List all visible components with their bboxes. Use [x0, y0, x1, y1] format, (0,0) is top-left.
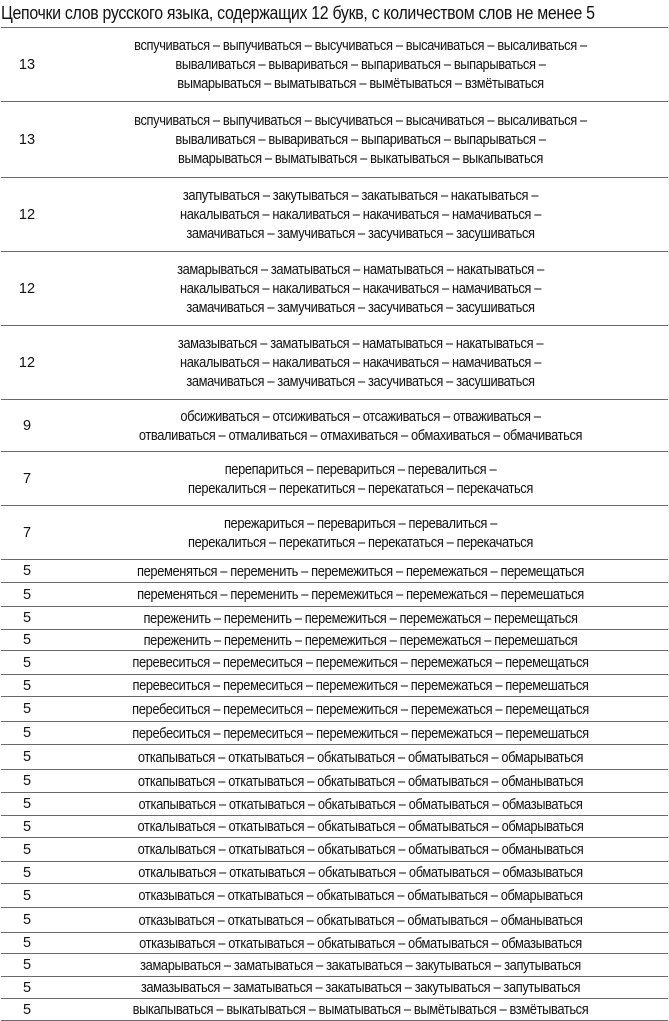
chain-line: перекалиться – перекатиться – перекататься – перекачаться	[188, 479, 533, 497]
chain-line: вываливаться – вывариваться – выпариваться – выпарываться –	[175, 131, 546, 148]
chain-words	[53, 745, 668, 770]
chain-row	[1, 770, 668, 793]
chain-row	[1, 862, 668, 884]
chain-word-count: 5	[1, 583, 53, 607]
chain-line: вымарываться – выматываться – выкатываться – выкапываться	[178, 150, 543, 167]
chain-line: откалываться – откатываться – обкатываться – обматываться – обманываться	[137, 841, 584, 858]
chain-word-count: 12	[1, 326, 53, 400]
chain-line: накалываться – накаливаться – накачиваться – намачиваться –	[180, 280, 541, 297]
chain-line: вспучиваться – выпучиваться – высучиваться – высачиваться – высаливаться –	[134, 37, 587, 54]
chain-line: перебеситься – перемеситься – перемежиться – перемежаться – перемешаться	[132, 724, 589, 742]
chain-line: замачиваться – замучиваться – засучиваться – засушиваться	[186, 373, 535, 390]
chain-line: обсиживаться – отсиживаться – отсаживаться – отваживаться –	[180, 407, 541, 425]
chain-word-count: 5	[1, 770, 53, 793]
chain-row	[1, 651, 668, 675]
chain-word-count: 5	[1, 954, 53, 977]
chain-row	[1, 560, 668, 583]
chain-word-count: 5	[1, 884, 53, 908]
chain-word-count: 12	[1, 178, 53, 252]
chain-line: отказываться – откатываться – обкатываться – обматываться – обмарываться	[138, 887, 583, 904]
chain-words	[53, 630, 668, 651]
chain-line: перевеситься – перемеситься – перемежиться – перемежаться – перемещаться	[132, 654, 589, 671]
chain-word-count: 5	[1, 697, 53, 722]
chain-word-count: 5	[1, 977, 53, 999]
chain-word-count: 7	[1, 506, 53, 560]
chain-words	[53, 838, 668, 862]
chain-line: вспучиваться – выпучиваться – высучиваться – высачиваться – высаливаться –	[134, 112, 587, 129]
chain-words	[53, 954, 668, 977]
chain-word-count: 5	[1, 862, 53, 884]
chain-line: откалываться – откатываться – обкатываться – обматываться – обмазываться	[138, 864, 583, 881]
chain-words	[53, 28, 668, 102]
chain-line: замазываться – заматываться – закатываться – закутываться – запутываться	[140, 979, 581, 996]
chain-line: отказываться – откатываться – обкатываться – обматываться – обманываться	[138, 911, 583, 929]
chain-words	[53, 583, 668, 607]
chain-word-count: 5	[1, 722, 53, 745]
chain-word-count: 5	[1, 651, 53, 675]
chain-words	[53, 908, 668, 933]
chain-row	[1, 583, 668, 607]
chain-row	[1, 400, 668, 452]
chain-word-count: 13	[1, 28, 53, 102]
chain-row	[1, 178, 668, 252]
chain-words	[53, 884, 668, 908]
chain-line: замазываться – заматываться – наматываться – накатываться –	[177, 335, 544, 352]
chain-line: откапываться – откатываться – обкатываться – обматываться – обманываться	[137, 772, 584, 790]
chain-line: откалываться – откатываться – обкатываться – обматываться – обмарываться	[137, 818, 584, 835]
chain-row	[1, 933, 668, 954]
chain-word-count: 5	[1, 745, 53, 770]
chain-row	[1, 452, 668, 506]
chain-row	[1, 326, 668, 400]
chain-word-count: 13	[1, 102, 53, 178]
chain-word-count: 5	[1, 607, 53, 630]
chain-line: замачиваться – замучиваться – засучиваться – засушиваться	[186, 225, 535, 242]
chain-row	[1, 838, 668, 862]
chain-row	[1, 675, 668, 697]
chain-word-count: 5	[1, 793, 53, 816]
chain-words	[53, 675, 668, 697]
chain-line: накалываться – накаливаться – накачиваться – намачиваться –	[180, 206, 541, 223]
chain-word-count: 5	[1, 838, 53, 862]
chain-row	[1, 884, 668, 908]
chain-word-count: 5	[1, 999, 53, 1021]
chain-row	[1, 722, 668, 745]
chain-words	[53, 999, 668, 1021]
chain-row	[1, 252, 668, 326]
page-title: Цепочки слов русского языка, содержащих 12 букв, с количеством слов не менее 5	[1, 2, 595, 23]
chain-words	[53, 178, 668, 252]
word-chain-table	[1, 27, 668, 1021]
chain-words	[53, 651, 668, 675]
chain-line: запутываться – закутываться – закатываться – накатываться –	[182, 187, 539, 204]
chain-words	[53, 862, 668, 884]
chain-words	[53, 560, 668, 583]
chain-line: перекалиться – перекатиться – перекататься – перекачаться	[188, 533, 533, 551]
chain-word-count: 12	[1, 252, 53, 326]
chain-line: переженить – переменить – перемежиться – перемежаться – перемешаться	[143, 631, 578, 649]
chain-word-count: 5	[1, 630, 53, 651]
chain-line: пережариться – перевариться – перевалиться –	[223, 514, 498, 532]
chain-row	[1, 506, 668, 560]
chain-words	[53, 506, 668, 560]
chain-line: переменяться – переменить – перемежиться – перемежаться – перемещаться	[137, 562, 584, 580]
chain-line: отказываться – откатываться – обкатываться – обматываться – обмазываться	[139, 934, 582, 952]
chain-words	[53, 452, 668, 506]
chain-word-count: 5	[1, 933, 53, 954]
chain-words	[53, 722, 668, 745]
chain-row	[1, 816, 668, 838]
chain-words	[53, 400, 668, 452]
chain-row	[1, 793, 668, 816]
chain-words	[53, 252, 668, 326]
chain-word-count: 9	[1, 400, 53, 452]
chain-row	[1, 977, 668, 999]
chain-line: перепариться – перевариться – перевалиться –	[224, 460, 497, 478]
chain-row	[1, 102, 668, 178]
chain-line: откапываться – откатываться – обкатываться – обматываться – обмазываться	[138, 795, 583, 813]
chain-word-count: 5	[1, 560, 53, 583]
chain-row	[1, 954, 668, 977]
chain-words	[53, 977, 668, 999]
word-chain-table-body	[1, 28, 668, 1021]
chain-words	[53, 102, 668, 178]
chain-line: замарываться – заматываться – закатываться – закутываться – запутываться	[140, 956, 581, 974]
chain-words	[53, 770, 668, 793]
chain-line: вымарываться – выматываться – вымётываться – взмётываться	[177, 75, 544, 92]
chain-row	[1, 908, 668, 933]
chain-line: откапываться – откатываться – обкатываться – обматываться – обмарываться	[137, 748, 584, 766]
chain-words	[53, 326, 668, 400]
chain-line: перебеситься – перемеситься – перемежиться – перемежаться – перемещаться	[132, 700, 589, 718]
chain-line: замарываться – заматываться – наматываться – накатываться –	[177, 261, 544, 278]
chain-row	[1, 745, 668, 770]
chain-line: замачиваться – замучиваться – засучиваться – засушиваться	[186, 299, 535, 316]
chain-words	[53, 793, 668, 816]
chain-words	[53, 816, 668, 838]
chain-line: вываливаться – вывариваться – выпариваться – выпарываться –	[175, 56, 546, 73]
chain-line: перевеситься – перемеситься – перемежиться – перемежаться – перемешаться	[132, 677, 589, 694]
chain-line: выкапываться – выкатываться – выматываться – вымётываться – взмётываться	[132, 1001, 589, 1018]
chain-row	[1, 630, 668, 651]
chain-word-count: 7	[1, 452, 53, 506]
chain-row	[1, 697, 668, 722]
chain-line: переменяться – переменить – перемежиться – перемежаться – перемешаться	[137, 586, 584, 603]
chain-words	[53, 697, 668, 722]
chain-word-count: 5	[1, 675, 53, 697]
chain-row	[1, 28, 668, 102]
chain-line: отваливаться – отмаливаться – отмахиваться – обмахиваться – обмачиваться	[138, 426, 583, 444]
chain-line: переженить – переменить – перемежиться – перемежаться – перемещаться	[143, 609, 578, 627]
chain-word-count: 5	[1, 908, 53, 933]
chain-row	[1, 999, 668, 1021]
chain-words	[53, 607, 668, 630]
chain-word-count: 5	[1, 816, 53, 838]
chain-words	[53, 933, 668, 954]
chain-line: накалываться – накаливаться – накачиваться – намачиваться –	[180, 354, 541, 371]
chain-row	[1, 607, 668, 630]
